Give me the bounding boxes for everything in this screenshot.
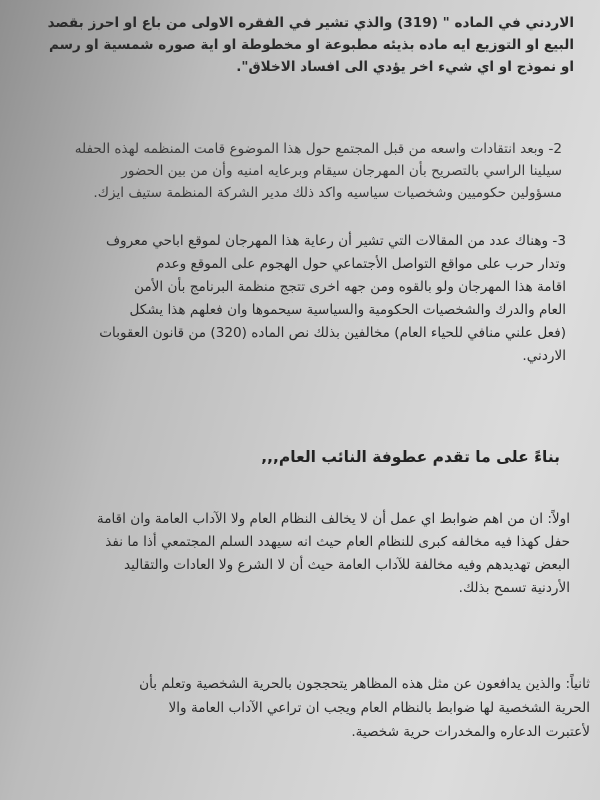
text-line: سيلينا الراسي بالتصريح بأن المهرجان سيقام وبرعايه امنيه وأن من بين الحضور <box>121 163 562 179</box>
text-line: لأعتبرت الدعاره والمخدرات حرية شخصية. <box>351 724 590 740</box>
text-line: الحرية الشخصية لها ضوابط بالنظام العام ويجب ان تراعي الآداب العامة والا <box>168 700 590 716</box>
paragraph-item-3 <box>40 230 566 368</box>
text-line: اقامة هذا المهرجان ولو بالقوه ومن جهه اخرى تتجج منظمة البرنامج بأن الأمن <box>134 279 566 295</box>
paragraph-second-point <box>22 672 590 744</box>
text-line: الأردنية تسمح بذلك. <box>458 580 570 596</box>
section-heading: بناءً على ما تقدم عطوفة النائب العام,,, <box>261 448 560 466</box>
text-line: 3- وهناك عدد من المقالات التي تشير أن رعاية هذا المهرجان لموقع اباحي معروف <box>105 233 566 249</box>
text-line: (فعل علني منافي للحياء العام) مخالفين بذلك نص الماده (320) من قانون العقوبات <box>99 325 566 341</box>
text-line: العام والدرك والشخصيات الحكومية والسياسية سيحموها وان فعلهم هذا يشكل <box>129 302 566 318</box>
text-line: وتدار حرب على مواقع التواصل الأجتماعي حول الهجوم على الموقع وعدم <box>155 256 566 272</box>
paragraph-item-2 <box>50 138 562 204</box>
text-line: 2- وبعد انتقادات واسعه من قبل المجتمع حول هذا الموضوع قامت المنظمه لهذه الحفله <box>74 141 562 157</box>
paragraph-law-319 <box>30 12 574 78</box>
text-line: ثانياً: والذين يدافعون عن مثل هذه المظاهر يتحججون بالحرية الشخصية وتعلم بأن <box>139 676 590 692</box>
text-line: مسؤولين حكوميين وشخصيات سياسيه واكد ذلك مدير الشركة المنظمة ستيف ايزك. <box>93 185 562 201</box>
text-line: البيع او التوزيع ايه ماده بذيئه مطبوعة او مخطوطة او اية صوره شمسية او رسم <box>48 37 574 53</box>
text-line: الاردني في الماده " (319) والذي تشير في الفقره الاولى من باع او احرز بقصد <box>47 15 574 31</box>
paragraph-first-point <box>28 508 570 600</box>
text-line: الاردني. <box>522 348 566 364</box>
text-line: اولاً: ان من اهم ضوابط اي عمل أن لا يخالف النظام العام ولا الآداب العامة وان اقامة <box>96 511 570 527</box>
text-line: البعض تهديدهم وفيه مخالفة للآداب العامة حيث أن لا الشرع ولا العادات والتقاليد <box>124 557 570 573</box>
text-line: حفل كهذا فيه مخالفه كبرى للنظام العام حيث انه سيهدد السلم المجتمعي أذا ما نفذ <box>105 534 570 550</box>
text-line: او نموذج او اي شيء اخر يؤدي الى افساد الاخلاق". <box>236 59 574 75</box>
